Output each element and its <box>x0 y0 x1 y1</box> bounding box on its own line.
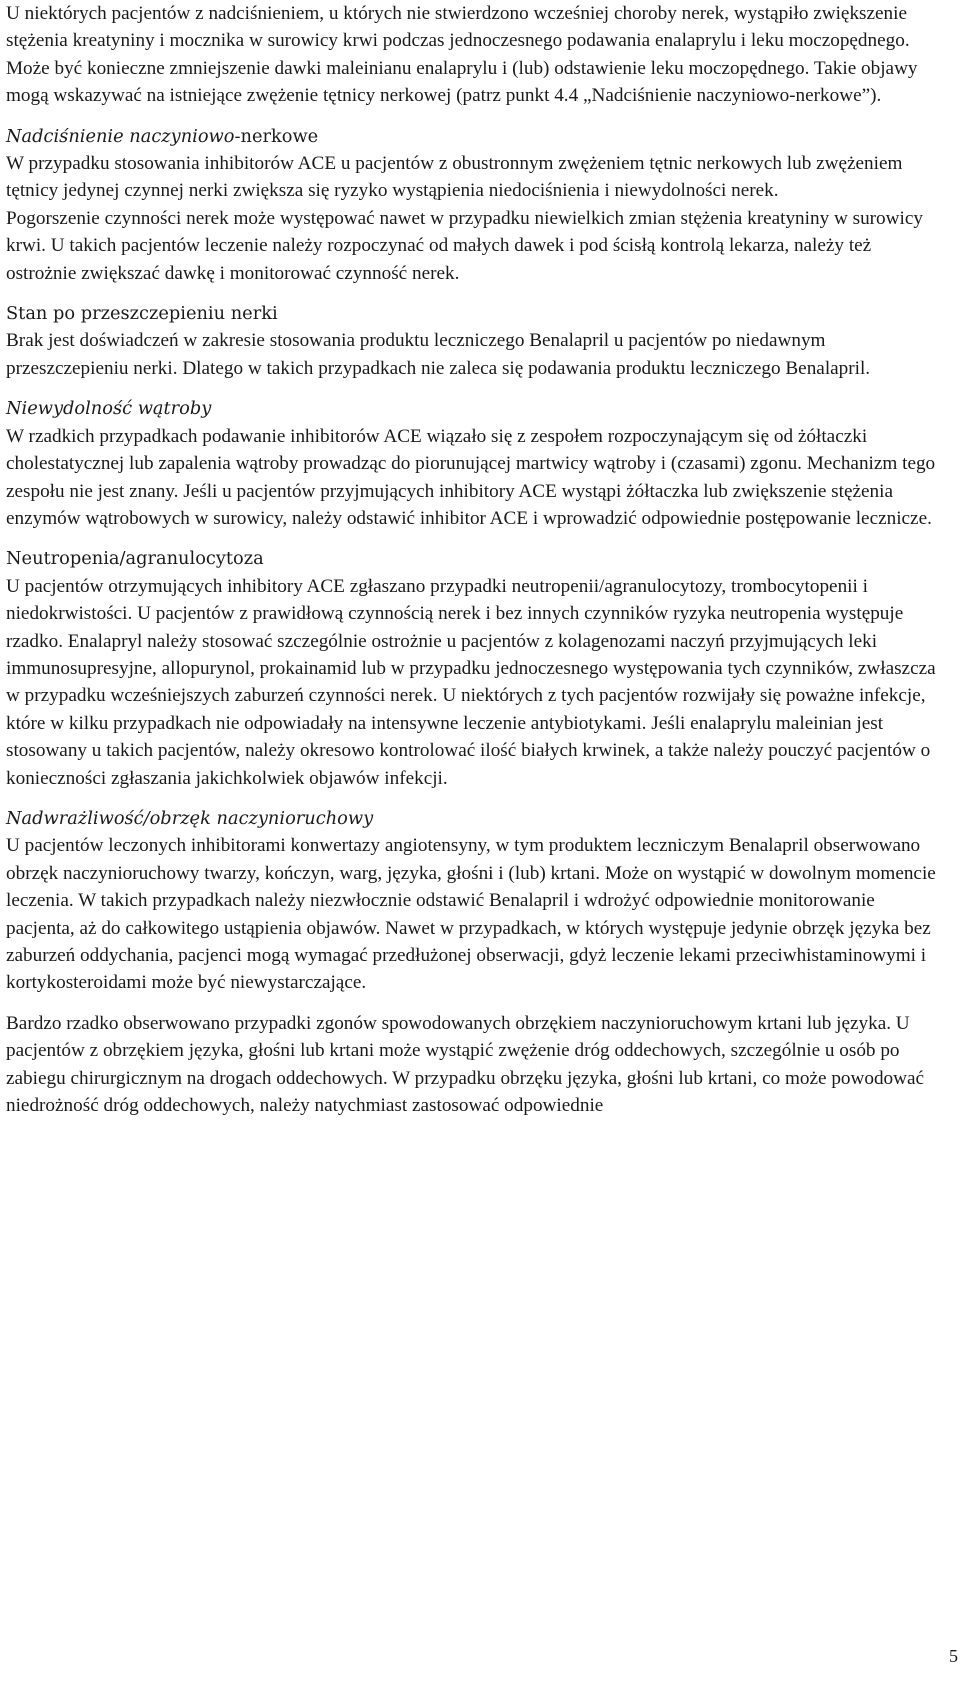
neutropenia-paragraph: U pacjentów otrzymujących inhibitory ACE zgłaszano przypadki neutropenii/agranulocytozy, trombocytopenii i niedokrwistości. U pacjentów z prawidłową czynnością nerek i bez innych czynników ryzyka neutropenia występuje rzadko. Enalapryl należy stosować szczególnie ostrożnie u pacjentów z kolagenozami naczyń przyjmujących leki immunosupresyjne, allopurynol, prokainamid lub w przypadku jednoczesnego występowania tych czynników, zwłaszcza w przypadku wcześniejszych zaburzeń czynności nerek. U niektórych z tych pacjentów rozwijały się poważne infekcje, które w kilku przypadkach nie odpowiadały na intensywne leczenie antybiotykami. Jeśli enalaprylu maleinian jest stosowany u takich pacjentów, należy okresowo kontrolować ilość białych krwinek, a także należy pouczyć pacjentów o konieczności zgłaszania jakichkolwiek objawów infekcji. <box>6 575 936 789</box>
heading-liver-text: Niewydolność wątroby <box>6 398 212 420</box>
renovascular-paragraph-1: W przypadku stosowania inhibitorów ACE u pacjentów z obustronnym zwężeniem tętnic nerkowych lub zwężeniem tętnicy jedynej czynnej nerki zwiększa się ryzyko wystąpienia niedociśnienia i niewydolności nerek. <box>6 153 903 202</box>
section-renovascular <box>6 123 936 287</box>
section-heading-renovascular <box>6 123 936 150</box>
heading-italic-part: Nadciśnienie naczyniowo <box>6 125 235 147</box>
heading-angioedema-text: Nadwrażliwość/obrzęk naczynioruchowy <box>6 807 374 829</box>
angioedema-paragraph-1: U pacjentów leczonych inhibitorami konwertazy angiotensyny, w tym produktem leczniczym Benalapril obserwowano obrzęk naczynioruchowy twarzy, kończyn, warg, języka, głośni i (lub) krtani. Może on wystąpić w dowolnym momencie leczenia. W takich przypadkach należy niezwłocznie odstawić Benalapril i wdrożyć odpowiednie monitorowanie pacjenta, aż do całkowitego ustąpienia objawów. Nawet w przypadkach, w których występuje jedynie obrzęk języka bez zaburzeń oddychania, pacjenci mogą wymagać przedłużonej obserwacji, gdyż leczenie lekami przeciwhistaminowymi i kortykosteroidami może być niewystarczające. <box>6 835 936 994</box>
section-liver <box>6 395 936 532</box>
section-heading-liver <box>6 395 936 422</box>
section-neutropenia <box>6 545 936 792</box>
section-transplant <box>6 300 936 382</box>
section-heading-angioedema <box>6 805 936 832</box>
section-heading-transplant: Stan po przeszczepieniu nerki <box>6 303 278 325</box>
section-heading-neutropenia: Neutropenia/agranulocytoza <box>6 548 264 570</box>
intro-paragraph: U niektórych pacjentów z nadciśnieniem, u których nie stwierdzono wcześniej choroby nerek, wystąpiło zwiększenie stężenia kreatyniny i mocznika w surowicy krwi podczas jednoczesnego podawania enalaprylu i leku moczopędnego. Może być konieczne zmniejszenie dawki maleinianu enalaprylu i (lub) odstawienie leku moczopędnego. Takie objawy mogą wskazywać na istniejące zwężenie tętnicy nerkowej (patrz punkt 4.4 „Nadciśnienie naczyniowo-nerkowe”). <box>6 3 918 107</box>
document-page <box>6 0 936 1119</box>
page-number: 5 <box>949 1646 958 1666</box>
section-angioedema <box>6 805 936 1119</box>
renovascular-paragraph-2: Pogorszenie czynności nerek może występować nawet w przypadku niewielkich zmian stężenia kreatyniny w surowicy krwi. U takich pacjentów leczenie należy rozpoczynać od małych dawek i pod ścisłą kontrolą lekarza, należy też ostrożnie zwiększać dawkę i monitorować czynność nerek. <box>6 207 923 284</box>
heading-rest-part: -nerkowe <box>234 125 319 147</box>
angioedema-paragraph-2: Bardzo rzadko obserwowano przypadki zgonów spowodowanych obrzękiem naczynioruchowym krtani lub języka. U pacjentów z obrzękiem języka, głośni lub krtani może wystąpić zwężenie dróg oddechowych, szczególnie u osób po zabiegu chirurgicznym na drogach oddechowych. W przypadku obrzęku języka, głośni lub krtani, co może powodować niedrożność dróg oddechowych, należy natychmiast zastosować odpowiednie <box>6 1012 925 1117</box>
transplant-paragraph: Brak jest doświadczeń w zakresie stosowania produktu leczniczego Benalapril u pacjentów po niedawnym przeszczepieniu nerki. Dlatego w takich przypadkach nie zaleca się podawania produktu leczniczego Benalapril. <box>6 330 871 379</box>
liver-paragraph: W rzadkich przypadkach podawanie inhibitorów ACE wiązało się z zespołem rozpoczynającym się od żółtaczki cholestatycznej lub zapalenia wątroby prowadząc do piorunującej martwicy wątroby i (czasami) zgonu. Mechanizm tego zespołu nie jest znany. Jeśli u pacjentów przyjmujących inhibitory ACE wystąpi żółtaczka lub zwiększenie stężenia enzymów wątrobowych w surowicy, należy odstawić inhibitor ACE i wprowadzić odpowiednie postępowanie lecznicze. <box>6 425 936 529</box>
